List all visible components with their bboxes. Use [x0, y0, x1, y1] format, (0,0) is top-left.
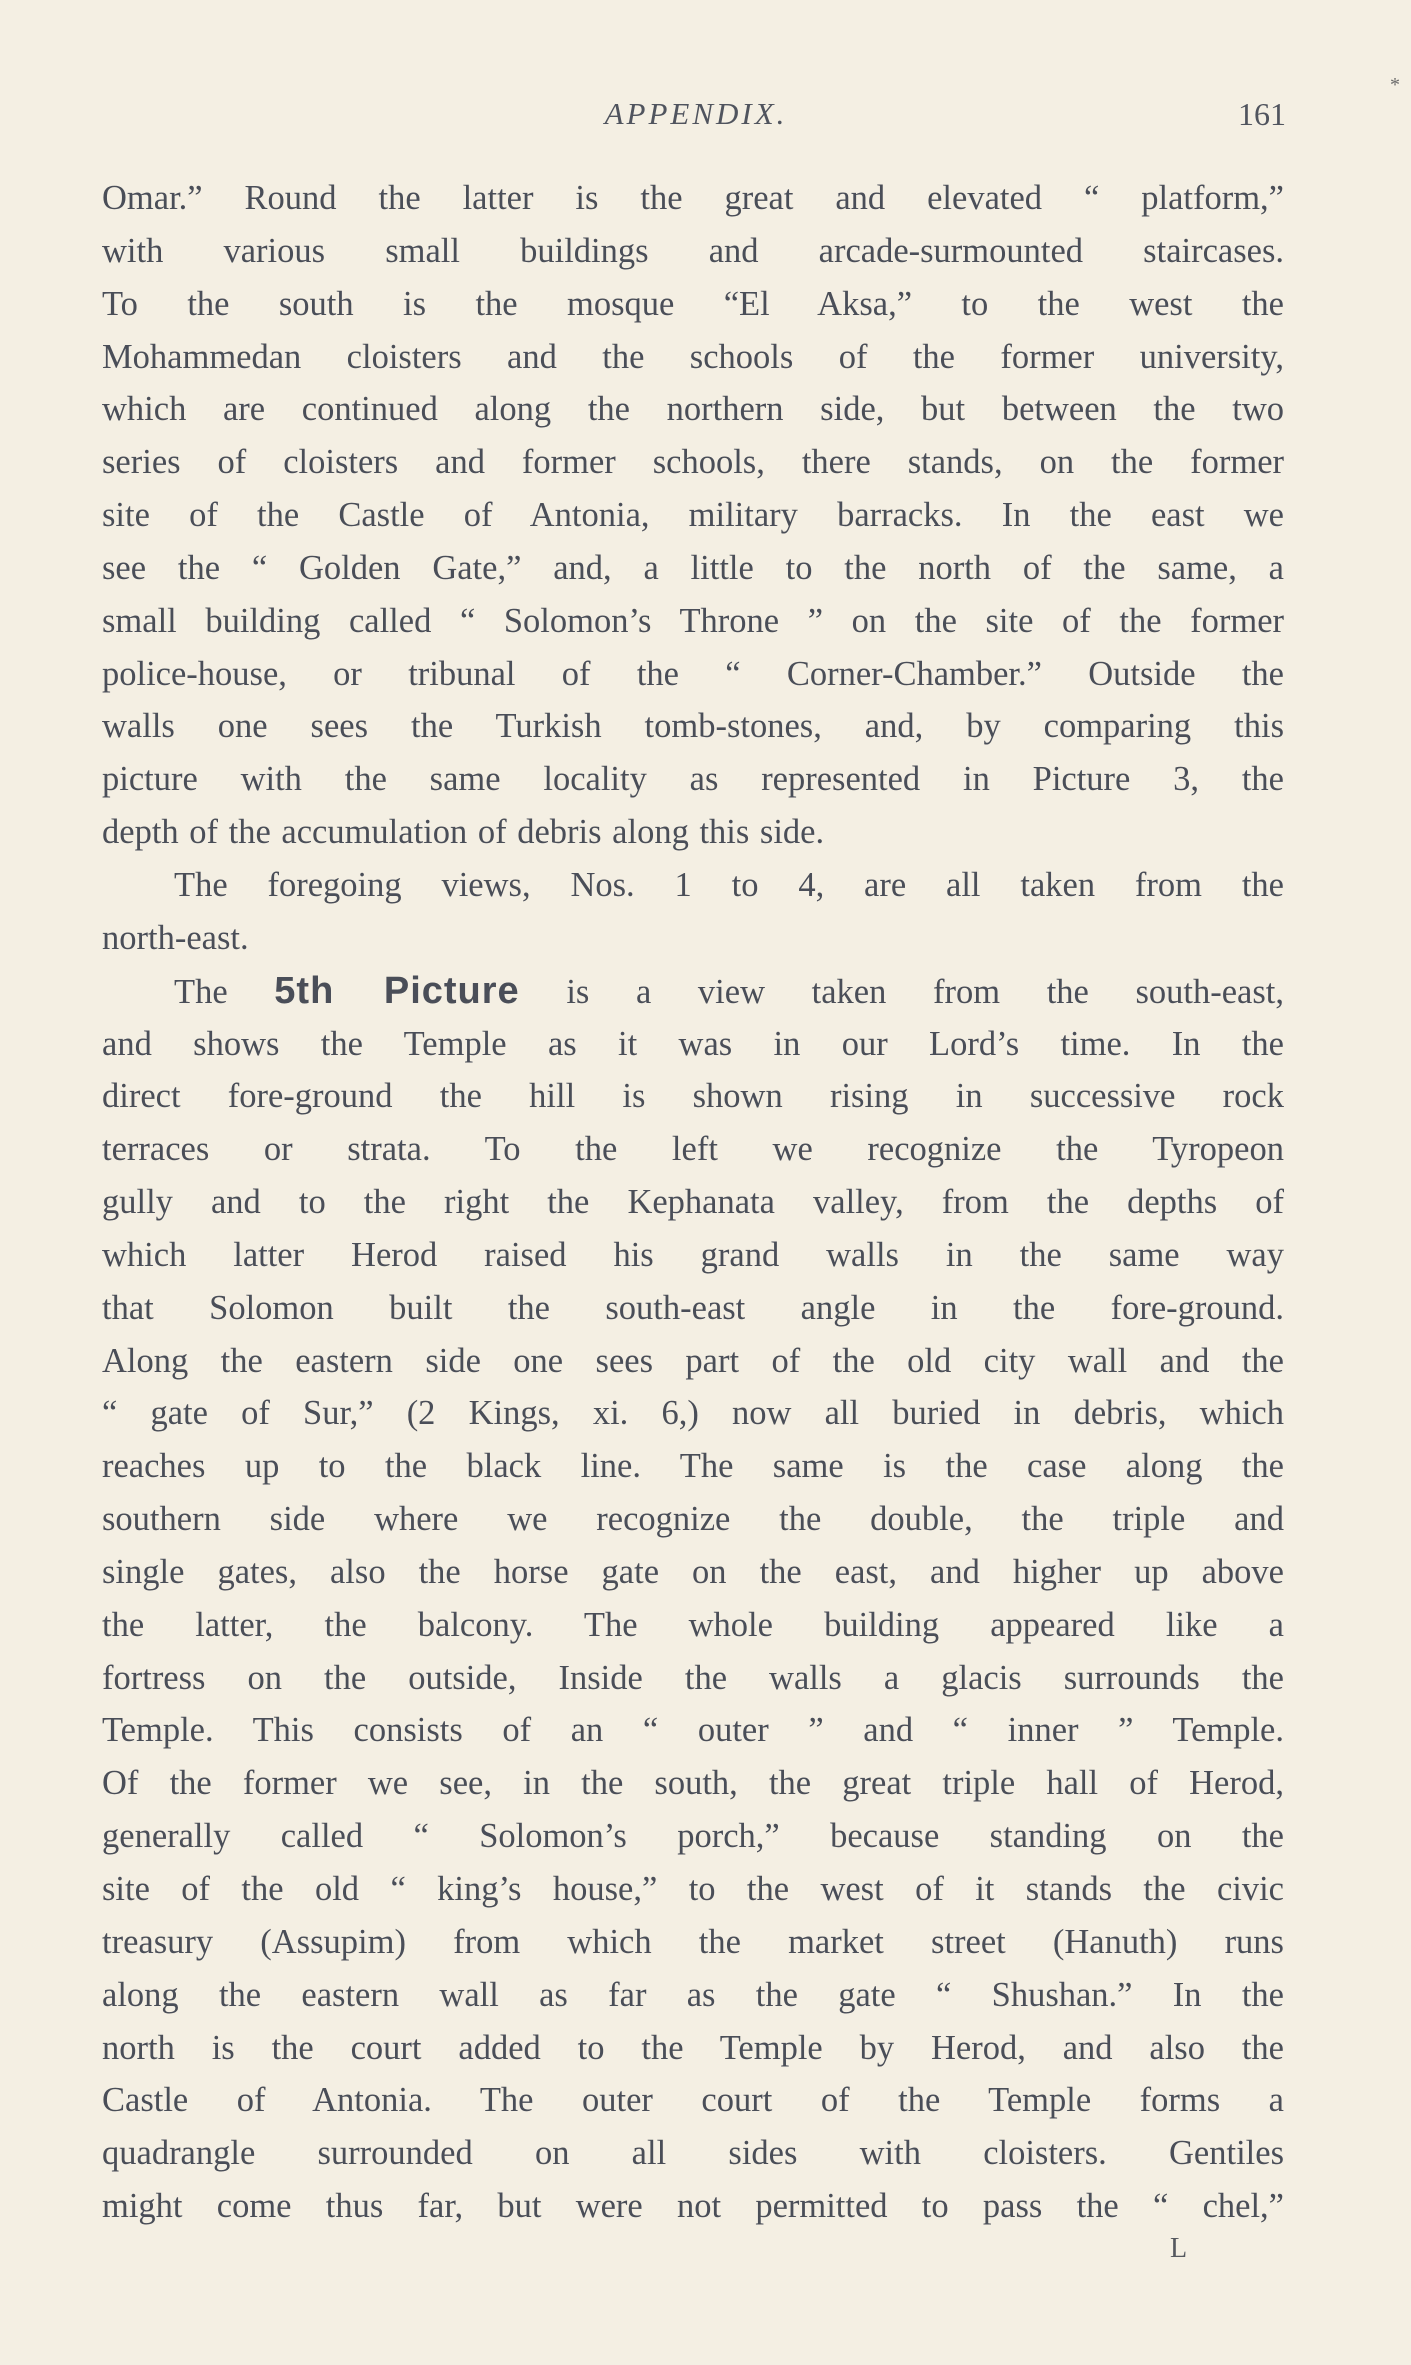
text-line: north-east.	[102, 918, 249, 957]
picture-heading: 5th Picture	[274, 969, 520, 1012]
page-number: 161	[1238, 96, 1286, 132]
text-line: “ gate of Sur,” (2 Kings, xi. 6,) now all buried in debris, which	[102, 1394, 1284, 1433]
text-line: fortress on the outside, Inside the walls a glacis surrounds the	[102, 1658, 1284, 1697]
text-line: The foregoing views, Nos. 1 to 4, are all taken from the	[174, 865, 1284, 904]
text-line: site of the old “ king’s house,” to the west of it stands the civic	[102, 1870, 1284, 1908]
text-line: terraces or strata. To the left we recognize the Tyropeon	[102, 1130, 1284, 1169]
text-line: To the south is the mosque “El Aksa,” to the west the	[102, 284, 1284, 323]
text-line: the latter, the balcony. The whole building appeared like a	[102, 1605, 1284, 1644]
text-line: site of the Castle of Antonia, military barracks. In the east we	[102, 496, 1284, 535]
text-line: generally called “ Solomon’s porch,” because standing on the	[102, 1817, 1284, 1856]
text-line: treasury (Assupim) from which the market street (Hanuth) runs	[102, 1922, 1284, 1961]
text-line: might come thus far, but were not permitted to pass the “ chel,”	[102, 2187, 1284, 2226]
text-line: series of cloisters and former schools, there stands, on the former	[102, 443, 1284, 482]
text-line: Of the former we see, in the south, the great triple hall of Herod,	[102, 1764, 1284, 1803]
line-prefix: The	[174, 972, 275, 1011]
text-line: with various small buildings and arcade-surmounted staircases.	[102, 231, 1284, 270]
text-line: police-house, or tribunal of the “ Corner-Chamber.” Outside the	[102, 654, 1284, 693]
text-line: gully and to the right the Kephanata valley, from the depths of	[102, 1183, 1284, 1222]
text-line: Castle of Antonia. The outer court of the Temple forms a	[102, 2081, 1284, 2120]
text-line: see the “ Golden Gate,” and, a little to the north of the same, a	[102, 548, 1284, 587]
text-line: direct fore-ground the hill is shown rising in successive rock	[102, 1077, 1284, 1116]
text-line: quadrangle surrounded on all sides with cloisters. Gentiles	[102, 2134, 1284, 2173]
text-line: single gates, also the horse gate on the east, and higher up above	[102, 1552, 1284, 1591]
text-line: Mohammedan cloisters and the schools of the former university,	[102, 337, 1284, 376]
text-line: walls one sees the Turkish tomb-stones, and, by comparing this	[102, 707, 1284, 746]
text-line: Along the eastern side one sees part of the old city wall and the	[102, 1341, 1284, 1380]
text-line: Temple. This consists of an “ outer ” and “ inner ” Temple.	[102, 1711, 1284, 1750]
text-line: that Solomon built the south-east angle in the fore-ground.	[102, 1288, 1284, 1327]
page-header	[106, 96, 1286, 146]
line-suffix: is a view taken from the south-east,	[519, 972, 1284, 1011]
body-text	[102, 172, 1284, 2233]
text-line: southern side where we recognize the double, the triple and	[102, 1500, 1284, 1539]
text-line: north is the court added to the Temple by Herod, and also the	[102, 2028, 1284, 2067]
text-line: along the eastern wall as far as the gate “ Shushan.” In the	[102, 1975, 1284, 2014]
margin-mark: *	[1390, 74, 1400, 96]
signature-mark: L	[1170, 2233, 1188, 2264]
text-line: which are continued along the northern side, but between the two	[102, 390, 1284, 429]
text-line: small building called “ Solomon’s Throne ” on the site of the former	[102, 601, 1284, 640]
text-line: reaches up to the black line. The same is the case along the	[102, 1447, 1284, 1486]
text-line: picture with the same locality as represented in Picture 3, the	[102, 760, 1284, 799]
text-line: Omar.” Round the latter is the great and elevated “ platform,”	[102, 179, 1284, 217]
text-line: depth of the accumulation of debris along this side.	[102, 813, 825, 852]
text-line: and shows the Temple as it was in our Lord’s time. In the	[102, 1024, 1284, 1063]
text-line	[102, 965, 1284, 1018]
text-line: which latter Herod raised his grand walls in the same way	[102, 1235, 1284, 1274]
running-head: APPENDIX.	[604, 96, 788, 131]
